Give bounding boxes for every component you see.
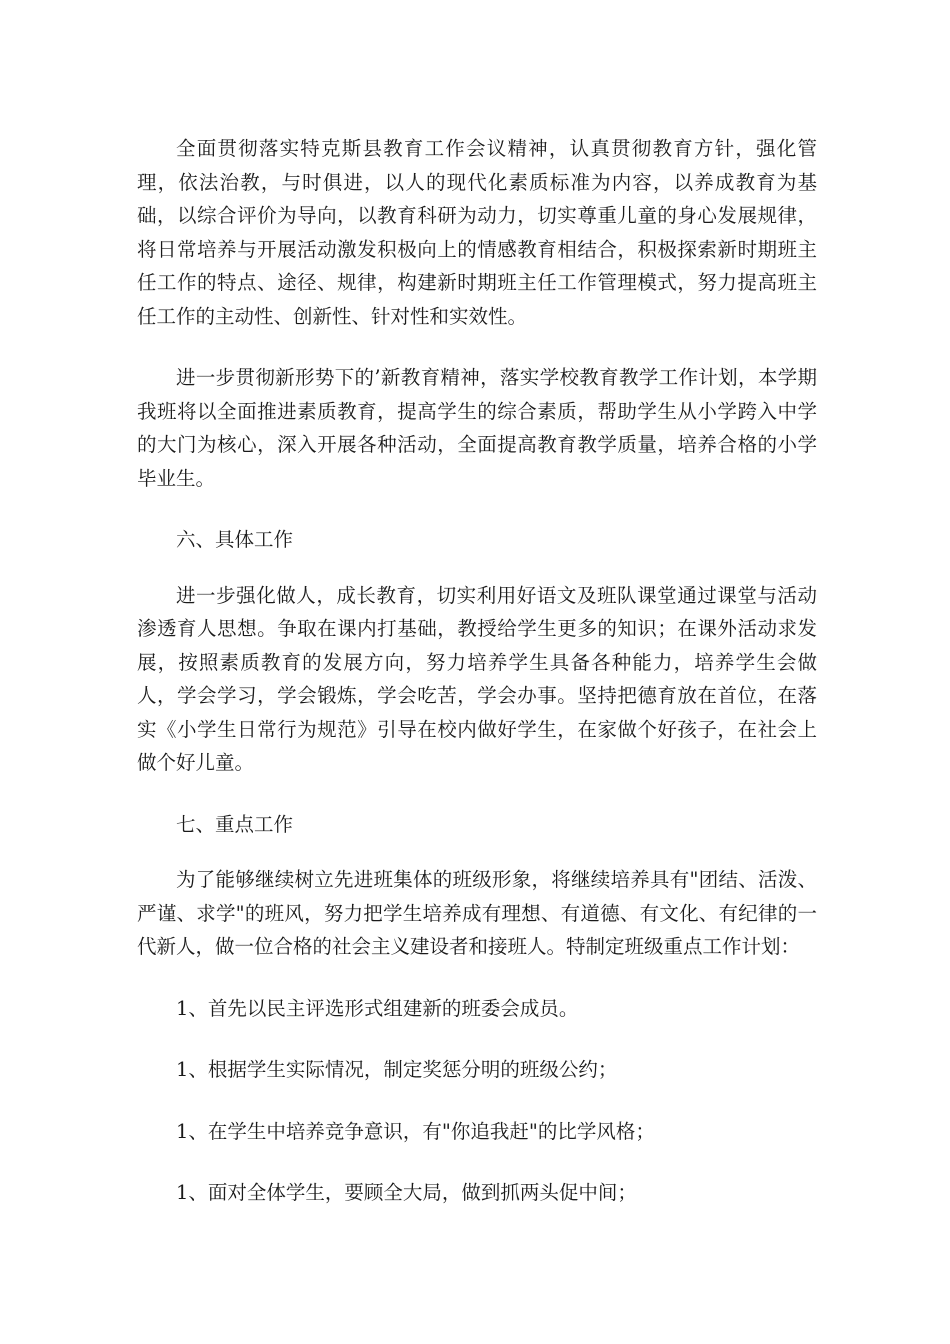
list-item: 1、面对全体学生，要顾全大局，做到抓两头促中间； xyxy=(176,1181,637,1204)
list-item: 1、根据学生实际情况，制定奖惩分明的班级公约； xyxy=(176,1058,618,1081)
section-heading-specific-work: 六、具体工作 xyxy=(176,528,294,551)
paragraph-key-work: 为了能够继续树立先进班集体的班级形象，将继续培养具有"团结、活泼、严谨、求学"的班风，努力把学生培养成有理想、有道德、有文化、有纪律的一代新人，做一位合格的社会主义建设者和接班人。特制定班级重点工作计划： xyxy=(137,868,817,958)
list-item: 1、首先以民主评选形式组建新的班委会成员。 xyxy=(176,996,579,1020)
paragraph-semester-goal: 进一步贯彻新形势下的’新教育精神，落实学校教育教学工作计划，本学期我班将以全面推进素质教育，提高学生的综合素质，帮助学生从小学跨入中学的大门为核心，深入开展各种活动，全面提高教育教学质量，培养合格的小学毕业生。 xyxy=(137,366,817,490)
paragraph-guiding-principles: 全面贯彻落实特克斯县教育工作会议精神，认真贯彻教育方针，强化管理，依法治教，与时俱进，以人的现代化素质标准为内容，以养成教育为基础，以综合评价为导向，以教育科研为动力，切实尊重儿童的身心发展规律，将日常培养与开展活动激发积极向上的情感教育相结合，积极探索新时期班主任工作的特点、途径、规律，构建新时期班主任工作管理模式，努力提高班主任工作的主动性、创新性、针对性和实效性。 xyxy=(137,137,817,328)
list-item: 1、在学生中培养竞争意识，有"你追我赶"的比学风格； xyxy=(176,1119,655,1143)
document-body xyxy=(137,132,817,1210)
section-heading-key-work: 七、重点工作 xyxy=(176,812,294,836)
paragraph-specific-work: 进一步强化做人，成长教育，切实利用好语文及班队课堂通过课堂与活动渗透育人思想。争取在课内打基础，教授给学生更多的知识；在课外活动求发展，按照素质教育的发展方向，努力培养学生具备各种能力，培养学生会做人，学会学习，学会锻炼，学会吃苦，学会办事。坚持把德育放在首位，在落实《小学生日常行为规范》引导在校内做好学生，在家做个好孩子，在社会上做个好儿童。 xyxy=(137,583,817,774)
